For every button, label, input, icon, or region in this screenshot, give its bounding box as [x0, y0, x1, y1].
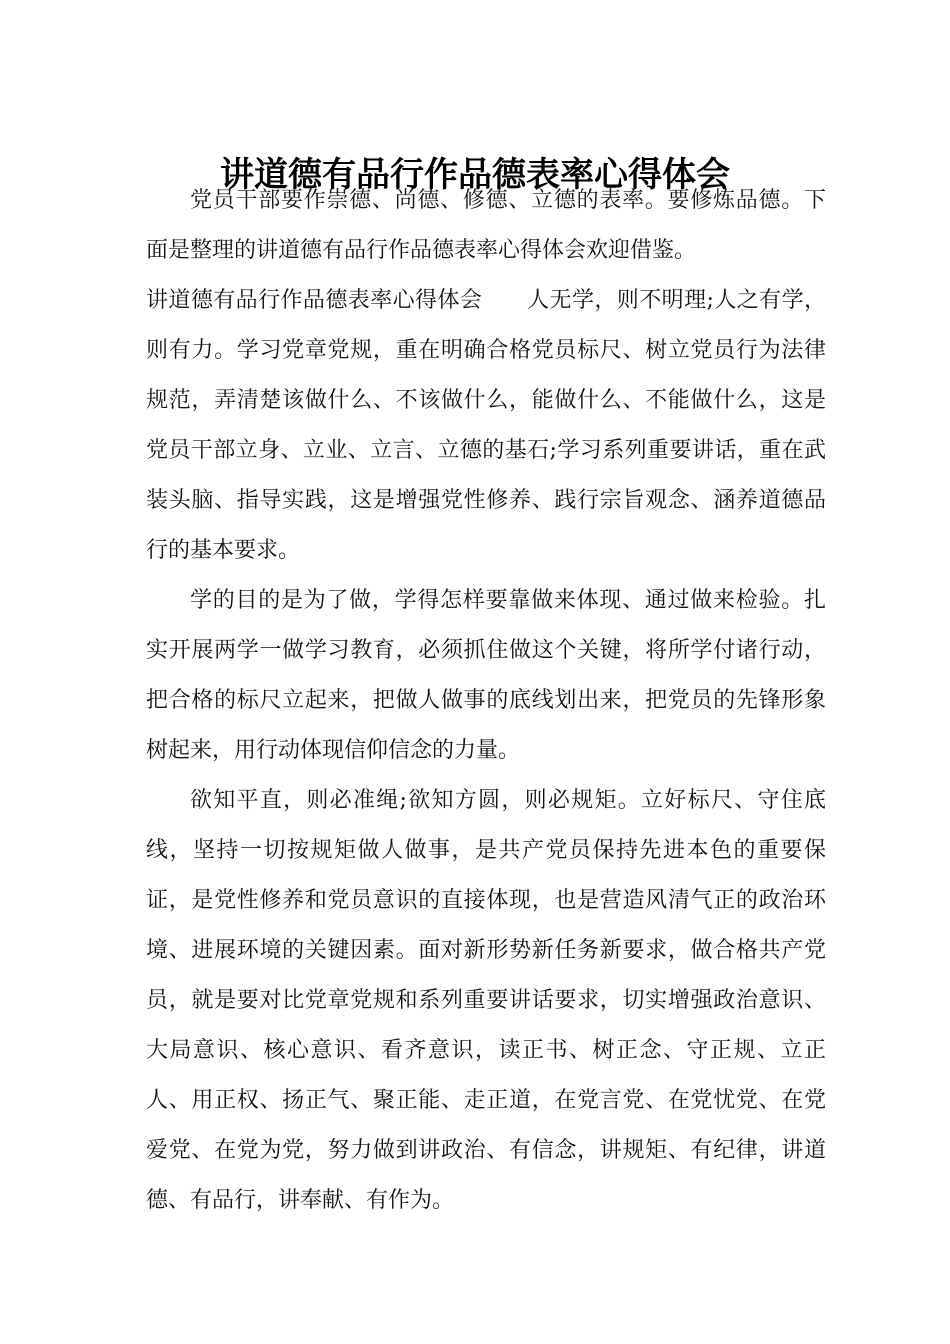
paragraph-rules: 欲知平直，则必准绳;欲知方圆，则必规矩。立好标尺、守住底线，坚持一切按规矩做人做事，是共产党员保持先进本色的重要保证，是党性修养和党员意识的直接体现，也是营造风清气正的政治环境、进展环境的关键因素。面对新形势新任务新要求，做合格共产党员，就是要对比党章党规和系列重要讲话要求，切实增强政治意识、大局意识、核心意识、看齐意识，读正书、树正念、守正规、立正人、用正权、扬正气、聚正能、走正道，在党言党、在党忧党、在党爱党、在党为党，努力做到讲政治、有信念，讲规矩、有纪律，讲道德、有品行，讲奉献、有作为。: [146, 788, 826, 1213]
paragraph-study: 讲道德有品行作品德表率心得体会 人无学，则不明理;人之有学，则有力。学习党章党规，重在明确合格党员标尺、树立党员行为法律规范，弄清楚该做什么、不该做什么，能做什么、不能做什么，这是党员干部立身、立业、立言、立德的基石;学习系列重要讲话，重在武装头脑、指导实践，这是增强党性修养、践行宗旨观念、涵养道德品行的基本要求。: [146, 288, 826, 563]
document-body: [146, 176, 826, 1226]
paragraph-intro: 党员干部要作崇德、尚德、修德、立德的表率。要修炼品德。下面是整理的讲道德有品行作品德表率心得体会欢迎借鉴。: [146, 188, 826, 263]
document-title: 讲道德有品行作品德表率心得体会: [220, 154, 730, 195]
paragraph-practice: 学的目的是为了做，学得怎样要靠做来体现、通过做来检验。扎实开展两学一做学习教育，必须抓住做这个关键，将所学付诸行动，把合格的标尺立起来，把做人做事的底线划出来，把党员的先锋形象树起来，用行动体现信仰信念的力量。: [146, 588, 826, 763]
